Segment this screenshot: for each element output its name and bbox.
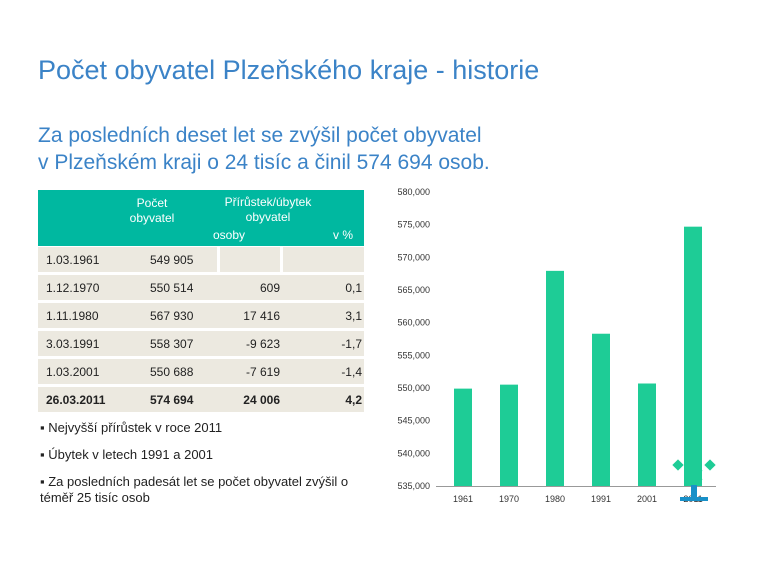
cell-date: 1.03.1961 (46, 253, 100, 267)
cell-date: 1.11.1980 (46, 309, 99, 323)
cell-osoby: -9 623 (245, 337, 280, 351)
y-tick-label: 575,000 (397, 219, 430, 230)
row-divider (280, 247, 283, 272)
x-tick-label: 1980 (544, 494, 566, 504)
header-procent: v % (332, 228, 353, 242)
subtitle-line-1: Za posledních deset let se zvýšil počet obyvatel (38, 124, 482, 147)
x-tick-label: 1991 (590, 494, 612, 504)
y-tick-label: 545,000 (397, 415, 430, 426)
region-logo-icon (672, 455, 722, 505)
cell-procent: 3,1 (345, 309, 362, 323)
y-tick-label: 565,000 (397, 285, 430, 295)
cell-date: 3.03.1991 (46, 337, 100, 351)
bar-1980 (546, 271, 564, 486)
cell-osoby: 17 416 (243, 309, 280, 323)
y-tick-label: 535,000 (397, 481, 430, 491)
bar-1991 (592, 334, 610, 486)
bullet-item: ▪ Úbytek v letech 1991 a 2001 (40, 447, 214, 462)
bar-1970 (500, 385, 518, 486)
cell-pocet: 550 514 (150, 281, 194, 295)
table-row (38, 303, 364, 328)
header-prirustek: Přírůstek/úbytek obyvatel (224, 195, 312, 224)
cell-osoby: 24 006 (243, 393, 280, 407)
row-divider (217, 247, 220, 272)
cell-date: 26.03.2011 (46, 393, 106, 407)
cell-pocet: 558 307 (150, 337, 194, 351)
y-tick-label: 560,000 (397, 317, 430, 328)
table-row (38, 247, 364, 272)
subtitle-line-2: v Plzeňském kraji o 24 tisíc a činil 574 694 osob. (38, 151, 490, 174)
bar-1961 (454, 389, 472, 486)
cell-pocet: 550 688 (150, 365, 194, 379)
bar-2011 (684, 227, 702, 486)
cell-osoby: 609 (259, 281, 280, 295)
x-tick-label: 1961 (452, 494, 474, 504)
subtitle (38, 122, 490, 176)
y-tick-label: 570,000 (397, 252, 430, 263)
cell-pocet: 574 694 (150, 393, 194, 407)
y-tick-label: 555,000 (397, 350, 430, 361)
x-tick-label: 2001 (636, 494, 658, 504)
table-row (38, 331, 364, 356)
bullet-list (40, 420, 360, 517)
cell-osoby: -7 619 (245, 365, 280, 379)
table-row (38, 387, 364, 412)
cell-procent: 0,1 (345, 281, 362, 295)
population-bar-chart (380, 180, 720, 510)
bullet-item: ▪ Nejvyšší přírůstek v roce 2011 (40, 420, 223, 435)
y-tick-label: 540,000 (397, 448, 430, 459)
cell-procent: -1,4 (341, 365, 362, 379)
header-pocet: Počet obyvatel (129, 196, 175, 225)
cell-procent: 4,2 (345, 393, 362, 407)
bar-2001 (638, 384, 656, 486)
cell-procent: -1,7 (341, 337, 362, 351)
y-tick-label: 580,000 (397, 187, 430, 197)
header-osoby: osoby (212, 228, 246, 242)
x-tick-label: 1970 (498, 494, 520, 504)
table-row (38, 359, 364, 384)
table-header (38, 190, 364, 246)
table-row (38, 275, 364, 300)
bullet-item: ▪ Za posledních padesát let se počet obyvatel zvýšil o téměř 25 tisíc osob (40, 474, 349, 505)
cell-pocet: 549 905 (150, 253, 194, 267)
cell-date: 1.12.1970 (46, 281, 100, 295)
cell-date: 1.03.2001 (46, 365, 100, 379)
y-tick-label: 550,000 (397, 383, 430, 393)
cell-pocet: 567 930 (150, 309, 194, 323)
page-title: Počet obyvatel Plzeňského kraje - historie (38, 55, 540, 85)
